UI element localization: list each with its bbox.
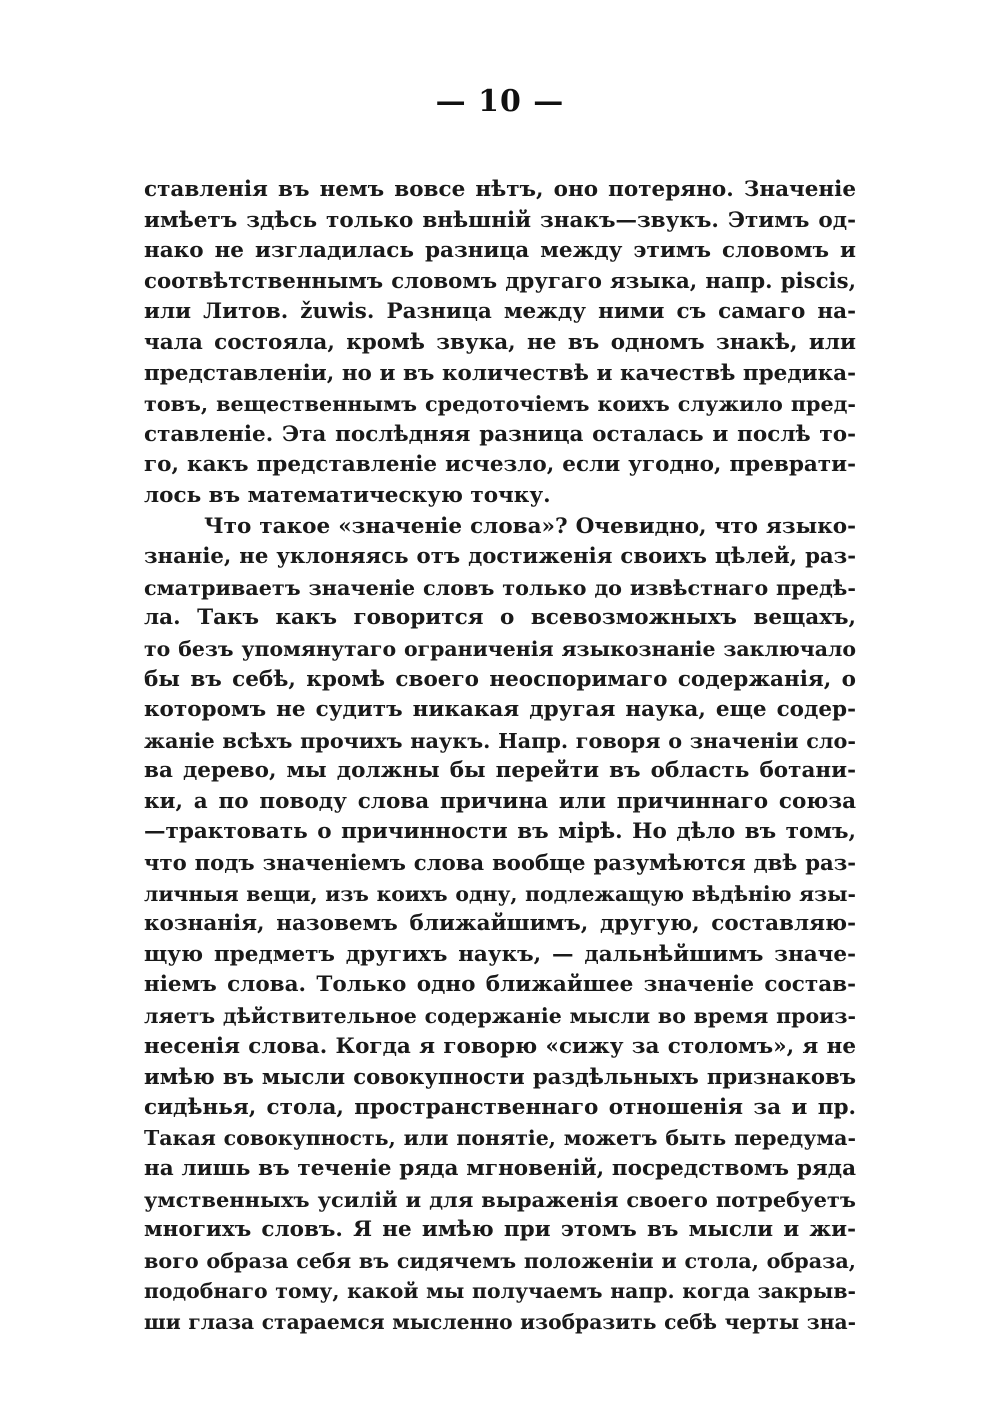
text-line: ва дерево, мы должны бы перейти въ область ботани- (144, 758, 856, 784)
text-line: бы въ себѣ, кромѣ своего неоспоримаго содержанія, о (144, 666, 856, 692)
page-number: — 10 — (435, 84, 565, 119)
text-line: сматриваетъ значеніе словъ только до извѣстнаго предѣ- (144, 575, 856, 600)
text-line: или Литов. žuwis. Разница между ними съ самаго на- (144, 299, 856, 325)
text-line: многихъ словъ. Я не имѣю при этомъ въ мысли и жи- (144, 1217, 856, 1243)
text-line: щую предметъ другихъ наукъ, — дальнѣйшимъ значе- (144, 941, 856, 967)
text-line: товъ, вещественнымъ средоточіемъ коихъ служило пред- (144, 392, 856, 417)
text-line: ставленіе. Эта послѣдняя разница осталась и послѣ то- (144, 421, 856, 447)
text-line: представленіи, но и въ количествѣ и качествѣ предика- (144, 360, 856, 386)
text-line: лось въ математическую точку. (144, 482, 551, 508)
text-line: ки, а по поводу слова причина или причиннаго союза (144, 788, 856, 814)
text-line: вого образа себя въ сидячемъ положеніи и стола, образа, (144, 1248, 856, 1273)
text-line: подобнаго тому, какой мы получаемъ напр. когда закрыв- (144, 1279, 856, 1304)
text-line: соотвѣтственнымъ словомъ другаго языка, напр. piscis, (144, 268, 856, 294)
text-line: го, какъ представленіе исчезло, если угодно, преврати- (144, 452, 856, 478)
text-line: то безъ упомянутаго ограниченія языкознаніе заключало (144, 636, 856, 661)
body-text (144, 175, 856, 1338)
text-line: ляетъ дѣйствительное содержаніе мысли во время произ- (144, 1004, 856, 1029)
text-line: ставленія въ немъ вовсе нѣтъ, оно потеряно. Значеніе (144, 177, 856, 202)
text-line: имѣетъ здѣсь только внѣшній знакъ—звукъ. Этимъ од- (144, 207, 856, 233)
text-line: знаніе, не уклоняясь отъ достиженія своихъ цѣлей, раз- (144, 544, 856, 570)
text-line: несенія слова. Когда я говорю «сижу за столомъ», я не (144, 1033, 856, 1059)
text-line: кознанія, назовемъ ближайшимъ, другую, составляю- (144, 911, 856, 937)
text-line: ла. Такъ какъ говорится о всевозможныхъ вещахъ, (144, 605, 856, 631)
text-line: ши глаза стараемся мысленно изобразить себѣ черты зна- (144, 1309, 856, 1334)
text-line: умственныхъ усилій и для выраженія своего потребуетъ (144, 1186, 856, 1212)
text-line: чала состояла, кромѣ звука, не въ одномъ знакѣ, или (144, 329, 856, 355)
text-line: жаніе всѣхъ прочихъ наукъ. Напр. говоря о значеніи сло- (144, 727, 856, 753)
text-line: ніемъ слова. Только одно ближайшее значеніе состав- (144, 972, 856, 998)
text-line: —трактовать о причинности въ мірѣ. Но дѣло въ томъ, (144, 819, 856, 845)
text-line: нако не изгладилась разница между этимъ словомъ и (144, 238, 856, 264)
text-line: что подъ значеніемъ слова вообще разумѣются двѣ раз- (144, 850, 856, 876)
text-line: имѣю въ мысли совокупности раздѣльныхъ признаковъ (144, 1064, 856, 1090)
text-line: Такая совокупность, или понятіе, можетъ быть передума- (144, 1126, 856, 1151)
paragraph-start-line: Что такое «значеніе слова»? Очевидно, что языко- (204, 513, 856, 539)
text-line: личныя вещи, изъ коихъ одну, подлежащую вѣдѣнію язы- (144, 881, 856, 906)
text-line: сидѣнья, стола, пространственнаго отношенія за и пр. (144, 1094, 856, 1120)
text-line: которомъ не судитъ никакая другая наука, еще содер- (144, 697, 856, 723)
text-line: на лишь въ теченіе ряда мгновеній, посредствомъ ряда (144, 1156, 856, 1181)
